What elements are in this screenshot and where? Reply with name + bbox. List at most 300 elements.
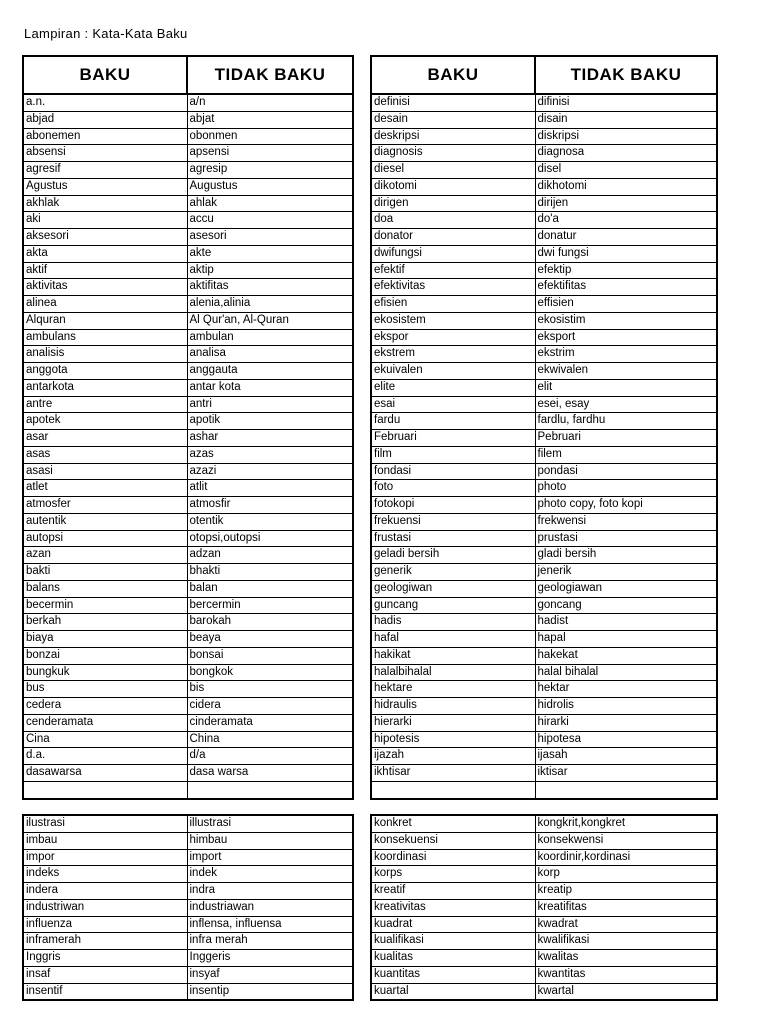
tidak-baku-cell: esei, esay: [535, 396, 717, 413]
tidak-baku-cell: kreatifitas: [535, 899, 717, 916]
baku-cell: hafal: [371, 631, 535, 648]
baku-cell: fotokopi: [371, 497, 535, 514]
table-row: [23, 698, 353, 715]
tidak-baku-cell: hirarki: [535, 714, 717, 731]
table-row: [371, 363, 717, 380]
table-row: [371, 162, 717, 179]
baku-cell: donator: [371, 229, 535, 246]
table-row: [371, 966, 717, 983]
table-row: [23, 983, 353, 1000]
tidak-baku-cell: inflensa, influensa: [187, 916, 353, 933]
table-row: [23, 212, 353, 229]
baku-cell: efektif: [371, 262, 535, 279]
table-row: [371, 731, 717, 748]
table-row: [23, 564, 353, 581]
tidak-baku-cell: azas: [187, 446, 353, 463]
table-row: [371, 430, 717, 447]
table-row: [23, 832, 353, 849]
table-row: [371, 212, 717, 229]
table-row: [371, 916, 717, 933]
table-row: [23, 94, 353, 111]
tidak-baku-cell: aktip: [187, 262, 353, 279]
tidak-baku-cell: hipotesa: [535, 731, 717, 748]
tidak-baku-cell: korp: [535, 866, 717, 883]
tidak-baku-cell: kreatip: [535, 883, 717, 900]
tidak-baku-cell: Al Qur'an, Al-Quran: [187, 312, 353, 329]
tidak-baku-cell: kwadrat: [535, 916, 717, 933]
table-row: [371, 312, 717, 329]
table-row: [23, 614, 353, 631]
table-row: [23, 597, 353, 614]
baku-cell: guncang: [371, 597, 535, 614]
header-tidak-baku: TIDAK BAKU: [187, 56, 353, 94]
baku-cell: industriwan: [23, 899, 187, 916]
table-row: [23, 396, 353, 413]
tidak-baku-cell: disel: [535, 162, 717, 179]
table-row: [371, 530, 717, 547]
tidak-baku-cell: indek: [187, 866, 353, 883]
baku-cell: atmosfer: [23, 497, 187, 514]
table-row: [371, 111, 717, 128]
baku-cell: kreativitas: [371, 899, 535, 916]
tidak-baku-cell: analisa: [187, 346, 353, 363]
table-row: [23, 513, 353, 530]
table-row: [23, 899, 353, 916]
table-row: [23, 296, 353, 313]
baku-cell: alinea: [23, 296, 187, 313]
baku-cell: analisis: [23, 346, 187, 363]
baku-cell: kualitas: [371, 950, 535, 967]
word-table-bottom-left: [22, 814, 354, 1001]
tidak-baku-cell: cidera: [187, 698, 353, 715]
baku-cell: hakikat: [371, 647, 535, 664]
table-row: [371, 631, 717, 648]
tidak-baku-cell: adzan: [187, 547, 353, 564]
table-row: [23, 329, 353, 346]
table-row: [23, 547, 353, 564]
baku-cell: bungkuk: [23, 664, 187, 681]
baku-cell: indeks: [23, 866, 187, 883]
baku-cell: kualifikasi: [371, 933, 535, 950]
tidak-baku-cell: alenia,alinia: [187, 296, 353, 313]
table-row: [371, 933, 717, 950]
baku-cell: becermin: [23, 597, 187, 614]
tidak-baku-cell: anggauta: [187, 363, 353, 380]
tidak-baku-cell: China: [187, 731, 353, 748]
tidak-baku-cell: ijasah: [535, 748, 717, 765]
table-row: [23, 430, 353, 447]
table-row: [23, 681, 353, 698]
baku-cell: cenderamata: [23, 714, 187, 731]
tidak-baku-cell: himbau: [187, 832, 353, 849]
tidak-baku-cell: infra merah: [187, 933, 353, 950]
tidak-baku-cell: jenerik: [535, 564, 717, 581]
baku-cell: [371, 781, 535, 798]
baku-cell: aktif: [23, 262, 187, 279]
tidak-baku-cell: kwalifikasi: [535, 933, 717, 950]
baku-cell: azan: [23, 547, 187, 564]
baku-cell: d.a.: [23, 748, 187, 765]
tidak-baku-cell: insyaf: [187, 966, 353, 983]
tidak-baku-cell: dasa warsa: [187, 765, 353, 782]
baku-cell: deskripsi: [371, 128, 535, 145]
table-row: [23, 245, 353, 262]
table-row: [23, 262, 353, 279]
baku-cell: balans: [23, 580, 187, 597]
tidak-baku-cell: konsekwensi: [535, 832, 717, 849]
tidak-baku-cell: asesori: [187, 229, 353, 246]
baku-cell: koordinasi: [371, 849, 535, 866]
tidak-baku-cell: balan: [187, 580, 353, 597]
tidak-baku-cell: Inggeris: [187, 950, 353, 967]
baku-cell: ikhtisar: [371, 765, 535, 782]
baku-cell: fondasi: [371, 463, 535, 480]
baku-cell: atlet: [23, 480, 187, 497]
tidak-baku-cell: Augustus: [187, 178, 353, 195]
baku-cell: dasawarsa: [23, 765, 187, 782]
baku-cell: insaf: [23, 966, 187, 983]
baku-cell: ijazah: [371, 748, 535, 765]
table-row: [23, 966, 353, 983]
tidak-baku-cell: prustasi: [535, 530, 717, 547]
baku-cell: ekuivalen: [371, 363, 535, 380]
baku-cell: influenza: [23, 916, 187, 933]
table-row: [23, 229, 353, 246]
baku-cell: imbau: [23, 832, 187, 849]
tidak-baku-cell: ambulan: [187, 329, 353, 346]
table-row: [23, 849, 353, 866]
tidak-baku-cell: antar kota: [187, 379, 353, 396]
table-row: [23, 580, 353, 597]
tidak-baku-cell: ekosistim: [535, 312, 717, 329]
table-row: [371, 597, 717, 614]
tidak-baku-cell: frekwensi: [535, 513, 717, 530]
table-row: [23, 195, 353, 212]
table-row: [371, 899, 717, 916]
baku-cell: dirigen: [371, 195, 535, 212]
table-row: [23, 279, 353, 296]
table-row: [371, 229, 717, 246]
table-row: [371, 396, 717, 413]
baku-cell: aksesori: [23, 229, 187, 246]
tidak-baku-cell: illustrasi: [187, 815, 353, 832]
tidak-baku-cell: d/a: [187, 748, 353, 765]
tidak-baku-cell: antri: [187, 396, 353, 413]
table-row: [371, 983, 717, 1000]
baku-cell: kuartal: [371, 983, 535, 1000]
tidak-baku-cell: elit: [535, 379, 717, 396]
baku-cell: diesel: [371, 162, 535, 179]
baku-cell: generik: [371, 564, 535, 581]
baku-cell: efektivitas: [371, 279, 535, 296]
baku-cell: asar: [23, 430, 187, 447]
baku-cell: ilustrasi: [23, 815, 187, 832]
tidak-baku-cell: import: [187, 849, 353, 866]
tidak-baku-cell: photo copy, foto kopi: [535, 497, 717, 514]
tidak-baku-cell: eksport: [535, 329, 717, 346]
baku-cell: kreatif: [371, 883, 535, 900]
tidak-baku-cell: obonmen: [187, 128, 353, 145]
baku-cell: konsekuensi: [371, 832, 535, 849]
baku-cell: bus: [23, 681, 187, 698]
table-row: [23, 446, 353, 463]
baku-cell: foto: [371, 480, 535, 497]
table-row: [23, 866, 353, 883]
table-row: [23, 765, 353, 782]
tidak-baku-cell: dikhotomi: [535, 178, 717, 195]
table-row: [371, 463, 717, 480]
table-row: [371, 950, 717, 967]
baku-cell: ekstrem: [371, 346, 535, 363]
table-row: [23, 128, 353, 145]
baku-cell: inframerah: [23, 933, 187, 950]
tidak-baku-cell: ekstrim: [535, 346, 717, 363]
baku-cell: a.n.: [23, 94, 187, 111]
baku-cell: hierarki: [371, 714, 535, 731]
word-table-right: [370, 55, 718, 800]
table-row: [23, 933, 353, 950]
tidak-baku-cell: bhakti: [187, 564, 353, 581]
header-baku: BAKU: [23, 56, 187, 94]
word-table-left: [22, 55, 354, 800]
tidak-baku-cell: agresip: [187, 162, 353, 179]
baku-cell: antre: [23, 396, 187, 413]
baku-cell: dwifungsi: [371, 245, 535, 262]
table-row: [371, 178, 717, 195]
table-row: [371, 245, 717, 262]
table-row: [23, 312, 353, 329]
table-row: [371, 279, 717, 296]
table-row: [23, 145, 353, 162]
table-header: [23, 56, 353, 94]
tidak-baku-cell: atmosfir: [187, 497, 353, 514]
table-row: [371, 480, 717, 497]
baku-cell: hektare: [371, 681, 535, 698]
tidak-baku-cell: bercermin: [187, 597, 353, 614]
baku-cell: absensi: [23, 145, 187, 162]
table-row: [371, 698, 717, 715]
table-row: [371, 195, 717, 212]
table-row: [371, 446, 717, 463]
table-row: [371, 94, 717, 111]
table-row: [23, 731, 353, 748]
baku-cell: asas: [23, 446, 187, 463]
table-row: [23, 346, 353, 363]
baku-cell: berkah: [23, 614, 187, 631]
tidak-baku-cell: hakekat: [535, 647, 717, 664]
tidak-baku-cell: hektar: [535, 681, 717, 698]
table-row: [23, 883, 353, 900]
baku-cell: desain: [371, 111, 535, 128]
baku-cell: insentif: [23, 983, 187, 1000]
tidak-baku-cell: diagnosa: [535, 145, 717, 162]
baku-cell: akta: [23, 245, 187, 262]
table-row: [371, 849, 717, 866]
tidak-baku-cell: ahlak: [187, 195, 353, 212]
table-row: [23, 363, 353, 380]
tidak-baku-cell: effisien: [535, 296, 717, 313]
baku-cell: agresif: [23, 162, 187, 179]
baku-cell: autentik: [23, 513, 187, 530]
table-row: [23, 815, 353, 832]
tidak-baku-cell: gladi bersih: [535, 547, 717, 564]
tidak-baku-cell: halal bihalal: [535, 664, 717, 681]
tidak-baku-cell: photo: [535, 480, 717, 497]
tidak-baku-cell: cinderamata: [187, 714, 353, 731]
tidak-baku-cell: abjat: [187, 111, 353, 128]
baku-cell: fardu: [371, 413, 535, 430]
table-row: [23, 631, 353, 648]
baku-cell: antarkota: [23, 379, 187, 396]
baku-cell: elite: [371, 379, 535, 396]
baku-cell: ekspor: [371, 329, 535, 346]
baku-cell: geladi bersih: [371, 547, 535, 564]
tidak-baku-cell: geologiawan: [535, 580, 717, 597]
baku-cell: ambulans: [23, 329, 187, 346]
tidak-baku-cell: pondasi: [535, 463, 717, 480]
table-row: [371, 664, 717, 681]
table-row: [23, 748, 353, 765]
table-row: [371, 883, 717, 900]
baku-cell: asasi: [23, 463, 187, 480]
baku-cell: definisi: [371, 94, 535, 111]
table-row: [371, 547, 717, 564]
tidak-baku-cell: insentip: [187, 983, 353, 1000]
baku-cell: anggota: [23, 363, 187, 380]
baku-cell: bonzai: [23, 647, 187, 664]
baku-cell: geologiwan: [371, 580, 535, 597]
table-row: [371, 329, 717, 346]
table-row: [371, 681, 717, 698]
tidak-baku-cell: efektip: [535, 262, 717, 279]
tidak-baku-cell: hapal: [535, 631, 717, 648]
tidak-baku-cell: industriawan: [187, 899, 353, 916]
table-row: [371, 614, 717, 631]
tidak-baku-cell: otentik: [187, 513, 353, 530]
baku-cell: Februari: [371, 430, 535, 447]
table-row: [23, 781, 353, 798]
table-row: [371, 781, 717, 798]
tidak-baku-cell: akte: [187, 245, 353, 262]
tidak-baku-cell: goncang: [535, 597, 717, 614]
baku-cell: doa: [371, 212, 535, 229]
baku-cell: diagnosis: [371, 145, 535, 162]
baku-cell: halalbihalal: [371, 664, 535, 681]
table-row: [23, 950, 353, 967]
baku-cell: autopsi: [23, 530, 187, 547]
tidak-baku-cell: difinisi: [535, 94, 717, 111]
tidak-baku-cell: kongkrit,kongkret: [535, 815, 717, 832]
baku-cell: bakti: [23, 564, 187, 581]
tidak-baku-cell: iktisar: [535, 765, 717, 782]
table-row: [23, 664, 353, 681]
tidak-baku-cell: [187, 781, 353, 798]
baku-cell: frekuensi: [371, 513, 535, 530]
baku-cell: dikotomi: [371, 178, 535, 195]
tidak-baku-cell: ashar: [187, 430, 353, 447]
table-row: [371, 748, 717, 765]
tidak-baku-cell: diskripsi: [535, 128, 717, 145]
tidak-baku-cell: donatur: [535, 229, 717, 246]
baku-cell: akhlak: [23, 195, 187, 212]
tidak-baku-cell: barokah: [187, 614, 353, 631]
tidak-baku-cell: dwi fungsi: [535, 245, 717, 262]
tidak-baku-cell: Pebruari: [535, 430, 717, 447]
table-row: [23, 916, 353, 933]
word-table-bottom-right: [370, 814, 718, 1001]
baku-cell: impor: [23, 849, 187, 866]
table-row: [23, 497, 353, 514]
tidak-baku-cell: filem: [535, 446, 717, 463]
header-baku: BAKU: [371, 56, 535, 94]
tidak-baku-cell: atlit: [187, 480, 353, 497]
table-row: [371, 580, 717, 597]
table-row: [371, 145, 717, 162]
table-row: [371, 513, 717, 530]
baku-cell: konkret: [371, 815, 535, 832]
baku-cell: esai: [371, 396, 535, 413]
tidak-baku-cell: indra: [187, 883, 353, 900]
baku-cell: efisien: [371, 296, 535, 313]
baku-cell: aktivitas: [23, 279, 187, 296]
table-row: [371, 765, 717, 782]
tidak-baku-cell: disain: [535, 111, 717, 128]
table-row: [23, 714, 353, 731]
tidak-baku-cell: [535, 781, 717, 798]
table-row: [23, 480, 353, 497]
baku-cell: apotek: [23, 413, 187, 430]
tidak-baku-cell: do'a: [535, 212, 717, 229]
table-row: [371, 815, 717, 832]
baku-cell: hadis: [371, 614, 535, 631]
baku-cell: abjad: [23, 111, 187, 128]
baku-cell: kuadrat: [371, 916, 535, 933]
tidak-baku-cell: bis: [187, 681, 353, 698]
baku-cell: Alquran: [23, 312, 187, 329]
table-row: [23, 463, 353, 480]
table-row: [371, 564, 717, 581]
tidak-baku-cell: fardlu, fardhu: [535, 413, 717, 430]
table-row: [23, 530, 353, 547]
tidak-baku-cell: koordinir,kordinasi: [535, 849, 717, 866]
table-row: [23, 162, 353, 179]
baku-cell: cedera: [23, 698, 187, 715]
table-row: [23, 111, 353, 128]
tidak-baku-cell: accu: [187, 212, 353, 229]
tidak-baku-cell: kwartal: [535, 983, 717, 1000]
tidak-baku-cell: a/n: [187, 94, 353, 111]
baku-cell: abonemen: [23, 128, 187, 145]
table-row: [371, 128, 717, 145]
baku-cell: biaya: [23, 631, 187, 648]
tidak-baku-cell: efektifitas: [535, 279, 717, 296]
baku-cell: frustasi: [371, 530, 535, 547]
baku-cell: Cina: [23, 731, 187, 748]
tidak-baku-cell: bongkok: [187, 664, 353, 681]
tidak-baku-cell: kwantitas: [535, 966, 717, 983]
baku-cell: hidraulis: [371, 698, 535, 715]
tidak-baku-cell: kwalitas: [535, 950, 717, 967]
table-row: [371, 832, 717, 849]
baku-cell: [23, 781, 187, 798]
baku-cell: film: [371, 446, 535, 463]
table-row: [23, 379, 353, 396]
table-row: [371, 497, 717, 514]
tidak-baku-cell: apotik: [187, 413, 353, 430]
tidak-baku-cell: bonsai: [187, 647, 353, 664]
table-row: [23, 178, 353, 195]
tidak-baku-cell: dirijen: [535, 195, 717, 212]
